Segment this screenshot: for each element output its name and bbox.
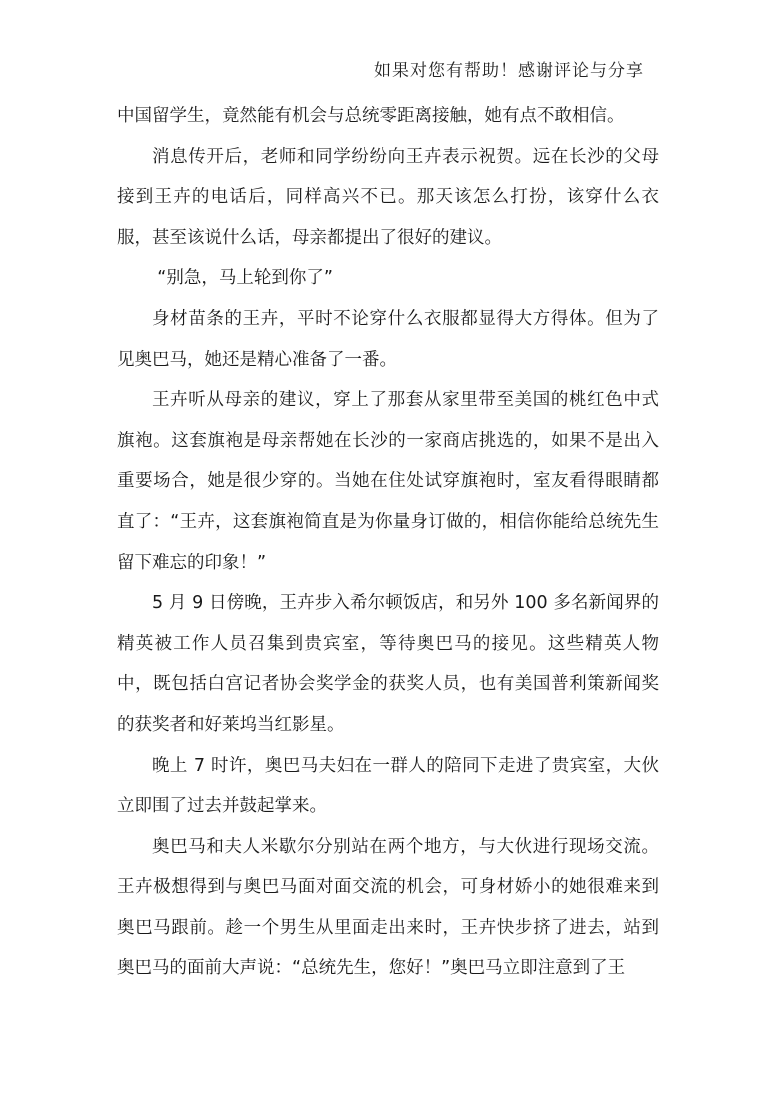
section-heading: “别急，马上轮到你了”: [157, 268, 333, 289]
paragraph-1: 中国留学生，竟然能有机会与总统零距离接触，她有点不敢相信。: [117, 106, 625, 126]
paragraph-5: 5 月 9 日傍晚，王卉步入希尔顿饭店，和另外 100 多名新闻界的精英被工作人员召集到贵宾室，等待奥巴马的接见。这些精英人物中，既包括白宫记者协会奖学金的获奖人员，也有美国普利策新闻奖的获奖者和好莱坞当红影星。: [117, 593, 659, 735]
paragraph-3: 身材苗条的王卉，平时不论穿什么衣服都显得大方得体。但为了见奥巴马，她还是精心准备了一番。: [117, 308, 659, 370]
article-body: [117, 96, 659, 989]
paragraph-6: 晚上 7 时许，奥巴马夫妇在一群人的陪同下走进了贵宾室，大伙立即围了过去并鼓起掌来。: [117, 755, 659, 817]
paragraph-7: 奥巴马和夫人米歇尔分别站在两个地方，与大伙进行现场交流。王卉极想得到与奥巴马面对面交流的机会，可身材娇小的她很难来到奥巴马跟前。趁一个男生从里面走出来时，王卉快步挤了进去，站到奥巴马的面前大声说：“总统先生，您好！”奥巴马立即注意到了王: [117, 836, 659, 979]
header-note: 如果对您有帮助！感谢评论与分享: [374, 61, 644, 81]
paragraph-4: 王卉听从母亲的建议，穿上了那套从家里带至美国的桃红色中式旗袍。这套旗袍是母亲帮她在长沙的一家商店挑选的，如果不是出入重要场合，她是很少穿的。当她在住处试穿旗袍时，室友看得眼睛都直了：“王卉，这套旗袍简直是为你量身订做的，相信你能给总统先生留下难忘的印象！”: [117, 390, 659, 573]
paragraph-2: 消息传开后，老师和同学纷纷向王卉表示祝贺。远在长沙的父母接到王卉的电话后，同样高兴不已。那天该怎么打扮，该穿什么衣服，甚至该说什么话，母亲都提出了很好的建议。: [117, 146, 659, 248]
